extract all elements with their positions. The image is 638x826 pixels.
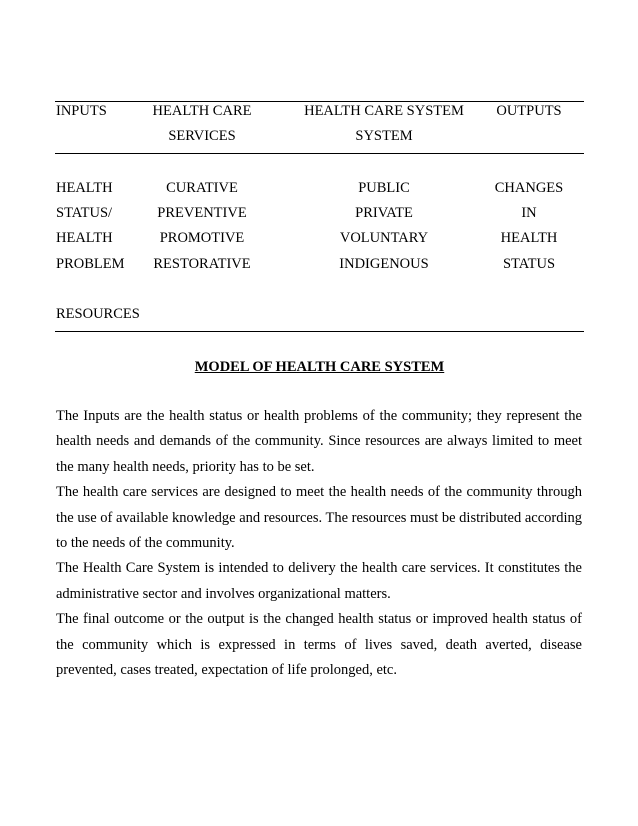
table-cell: STATUS/ [56, 205, 113, 221]
table-top-rule [55, 101, 584, 102]
table-cell: PRIVATE [355, 205, 413, 221]
header-inputs: INPUTS [56, 103, 107, 119]
paragraph: The final outcome or the output is the changed health status or improved health status of the community which is expressed in terms of lives saved, death averted, disease prevented, cases treated, expectation of life prolonged, etc. [56, 611, 582, 679]
paragraph: The Inputs are the health status or health problems of the community; they represent the health needs and demands of the community. Since resources are always limited to meet the many health needs, priority has to be set. [56, 408, 582, 475]
body-text [56, 404, 582, 683]
table-cell: CHANGES [494, 180, 564, 196]
table-header-rule [55, 153, 584, 154]
table-footer-resources: RESOURCES [56, 306, 140, 322]
table-cell: IN [521, 205, 537, 221]
header-system-line1: HEALTH CARE SYSTEM [304, 103, 464, 119]
header-outputs: OUTPUTS [496, 103, 562, 119]
table-cell: STATUS [502, 256, 556, 272]
table-cell: PROMOTIVE [159, 230, 245, 246]
header-services-line1: HEALTH CARE [152, 103, 252, 119]
paragraph: The Health Care System is intended to delivery the health care services. It constitutes the administrative sector and involves organizational matters. [56, 560, 582, 602]
header-system-line2: SYSTEM [355, 128, 413, 144]
table-cell: PUBLIC [358, 180, 410, 196]
table-cell: PREVENTIVE [157, 205, 247, 221]
table-cell: VOLUNTARY [339, 230, 429, 246]
figure-title: MODEL OF HEALTH CARE SYSTEM [194, 359, 445, 375]
table-cell: CURATIVE [166, 180, 238, 196]
table-cell: HEALTH [56, 180, 113, 196]
table-cell: HEALTH [500, 230, 558, 246]
header-services-line2: SERVICES [168, 128, 236, 144]
table-cell: HEALTH [56, 230, 113, 246]
table-cell: RESTORATIVE [153, 256, 251, 272]
table-cell: INDIGENOUS [339, 256, 429, 272]
table-cell: PROBLEM [56, 256, 125, 272]
paragraph: The health care services are designed to meet the health needs of the community through the use of available knowledge and resources. The resources must be distributed according to the needs of the community. [56, 484, 582, 552]
table-bottom-rule [55, 331, 584, 332]
